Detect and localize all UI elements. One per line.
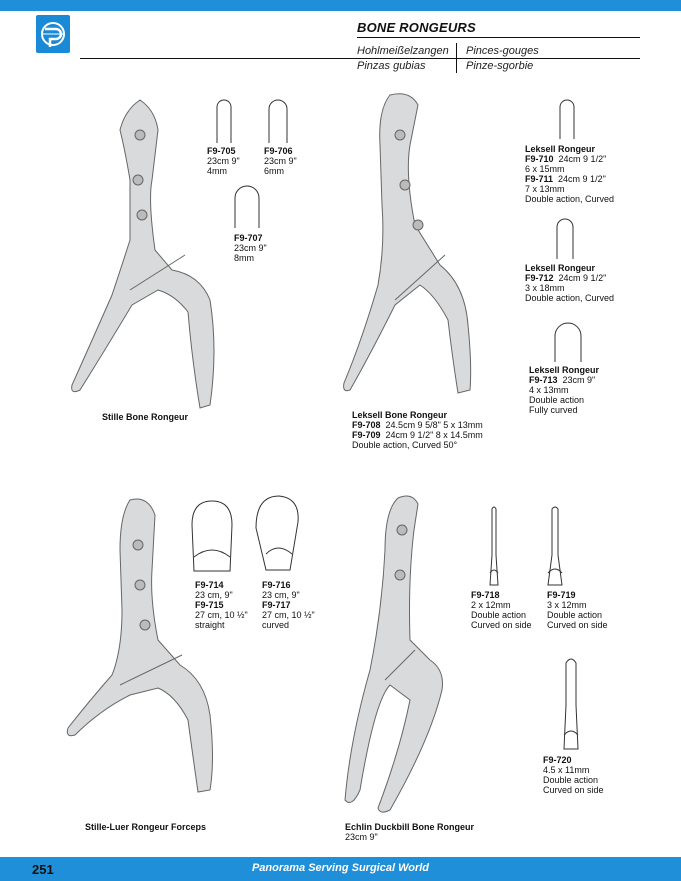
- desc2-f9-713: Fully curved: [529, 405, 578, 415]
- desc-curved: curved: [262, 620, 290, 630]
- tip-f9-718: [484, 505, 504, 587]
- dim-f9-718: 2 x 12mm: [471, 600, 511, 610]
- size-f9-713: 23cm 9": [562, 375, 596, 385]
- label-french: Pinces-gouges: [466, 45, 539, 57]
- width-f9-705: 4mm: [207, 166, 227, 176]
- size-f9-717: 27 cm, 10 ½": [262, 610, 315, 620]
- spec-f9-709: 24cm 9 1/2" 8 x 14.5mm: [385, 430, 483, 440]
- panorama-logo: [36, 15, 70, 53]
- dim-f9-710: 6 x 15mm: [525, 164, 565, 174]
- name-leksell-a: Leksell Rongeur: [525, 144, 596, 154]
- tip-f9-705: [214, 95, 234, 145]
- name-leksell-c: Leksell Rongeur: [529, 365, 600, 375]
- code-f9-719: F9-719: [547, 590, 576, 600]
- tip-f9-706: [266, 95, 290, 145]
- page-number: 251: [32, 862, 54, 877]
- dim-f9-720: 4.5 x 11mm: [543, 765, 590, 775]
- desc1-f9-719: Double action: [547, 610, 603, 620]
- label-leksell-main: [352, 410, 483, 450]
- caption-leksell: Leksell Bone Rongeur: [352, 410, 448, 420]
- label-f9-710-711: [525, 144, 614, 204]
- top-color-bar: [0, 0, 681, 11]
- code-f9-708: F9-708: [352, 420, 381, 430]
- dim-f9-719: 3 x 12mm: [547, 600, 587, 610]
- size-echlin: 23cm 9": [345, 832, 378, 842]
- code-f9-712: F9-712: [525, 273, 554, 283]
- tip-f9-710: [557, 95, 577, 141]
- code-f9-714: F9-714: [195, 580, 224, 590]
- desc1-f9-713: Double action: [529, 395, 585, 405]
- label-german: Hohlmeißelzangen: [357, 45, 449, 57]
- label-f9-718: [471, 590, 532, 630]
- size-f9-706: 23cm 9": [264, 156, 297, 166]
- size-f9-707: 23cm 9": [234, 243, 267, 253]
- size-f9-714: 23 cm, 9": [195, 590, 233, 600]
- desc-leksell-a: Double action, Curved: [525, 194, 615, 204]
- desc-leksell-b: Double action, Curved: [525, 293, 615, 303]
- code-f9-705: F9-705: [207, 146, 236, 156]
- size-f9-716: 23 cm, 9": [262, 590, 300, 600]
- code-f9-706: F9-706: [264, 146, 293, 156]
- label-f9-720: [543, 755, 604, 795]
- caption-echlin-block: [345, 822, 474, 842]
- desc-straight: straight: [195, 620, 225, 630]
- tip-f9-712: [554, 215, 576, 261]
- tip-f9-713: [552, 318, 584, 364]
- dim-f9-711: 7 x 13mm: [525, 184, 565, 194]
- code-f9-711: F9-711: [525, 174, 554, 184]
- header-rule: [80, 58, 640, 59]
- caption-echlin: Echlin Duckbill Bone Rongeur: [345, 822, 475, 832]
- label-f9-712: [525, 263, 614, 303]
- size-f9-705: 23cm 9": [207, 156, 240, 166]
- code-f9-713: F9-713: [529, 375, 558, 385]
- desc2-f9-720: Curved on side: [543, 785, 604, 795]
- size-f9-712: 24cm 9 1/2": [558, 273, 607, 283]
- label-f9-719: [547, 590, 608, 630]
- desc1-f9-720: Double action: [543, 775, 599, 785]
- label-f9-706: [264, 146, 297, 176]
- label-f9-705: [207, 146, 240, 176]
- width-f9-707: 8mm: [234, 253, 254, 263]
- label-f9-707: [234, 233, 267, 263]
- spec-f9-708: 24.5cm 9 5/8" 5 x 13mm: [385, 420, 483, 430]
- tip-f9-714: [190, 495, 235, 573]
- label-spanish: Pinzas gubias: [357, 60, 426, 72]
- desc1-f9-718: Double action: [471, 610, 527, 620]
- code-f9-717: F9-717: [262, 600, 291, 610]
- code-f9-715: F9-715: [195, 600, 224, 610]
- code-f9-709: F9-709: [352, 430, 381, 440]
- desc2-f9-719: Curved on side: [547, 620, 608, 630]
- stille-rongeur-illustration: [60, 90, 230, 410]
- page-title: BONE RONGEURS: [357, 20, 476, 35]
- label-f9-714-715: [195, 580, 248, 630]
- echlin-rongeur-illustration: [330, 490, 470, 820]
- name-leksell-b: Leksell Rongeur: [525, 263, 596, 273]
- tip-f9-716: [254, 492, 302, 572]
- width-f9-706: 6mm: [264, 166, 284, 176]
- code-f9-710: F9-710: [525, 154, 554, 164]
- code-f9-707: F9-707: [234, 233, 263, 243]
- leksell-rongeur-illustration: [340, 85, 500, 405]
- code-f9-718: F9-718: [471, 590, 500, 600]
- footer-slogan: Panorama Serving Surgical World: [251, 862, 430, 874]
- caption-stille-luer: Stille-Luer Rongeur Forceps: [85, 822, 207, 832]
- title-underline: [357, 37, 640, 38]
- code-f9-716: F9-716: [262, 580, 291, 590]
- logo-globe-icon: [36, 15, 70, 53]
- label-italian: Pinze-sgorbie: [466, 60, 534, 72]
- label-f9-713: [529, 365, 599, 415]
- size-f9-710: 24cm 9 1/2": [558, 154, 607, 164]
- caption-stille: Stille Bone Rongeur: [102, 412, 189, 422]
- desc2-f9-718: Curved on side: [471, 620, 532, 630]
- dim-f9-712: 3 x 18mm: [525, 283, 565, 293]
- dim-f9-713: 4 x 13mm: [529, 385, 569, 395]
- label-f9-716-717: [262, 580, 315, 630]
- header-divider: [456, 43, 457, 73]
- tip-f9-719: [544, 505, 566, 587]
- desc-leksell-main: Double action, Curved 50°: [352, 440, 458, 450]
- size-f9-711: 24cm 9 1/2": [558, 174, 606, 184]
- size-f9-715: 27 cm, 10 ½": [195, 610, 248, 620]
- tip-f9-707: [232, 182, 262, 230]
- tip-f9-720: [560, 655, 582, 751]
- code-f9-720: F9-720: [543, 755, 572, 765]
